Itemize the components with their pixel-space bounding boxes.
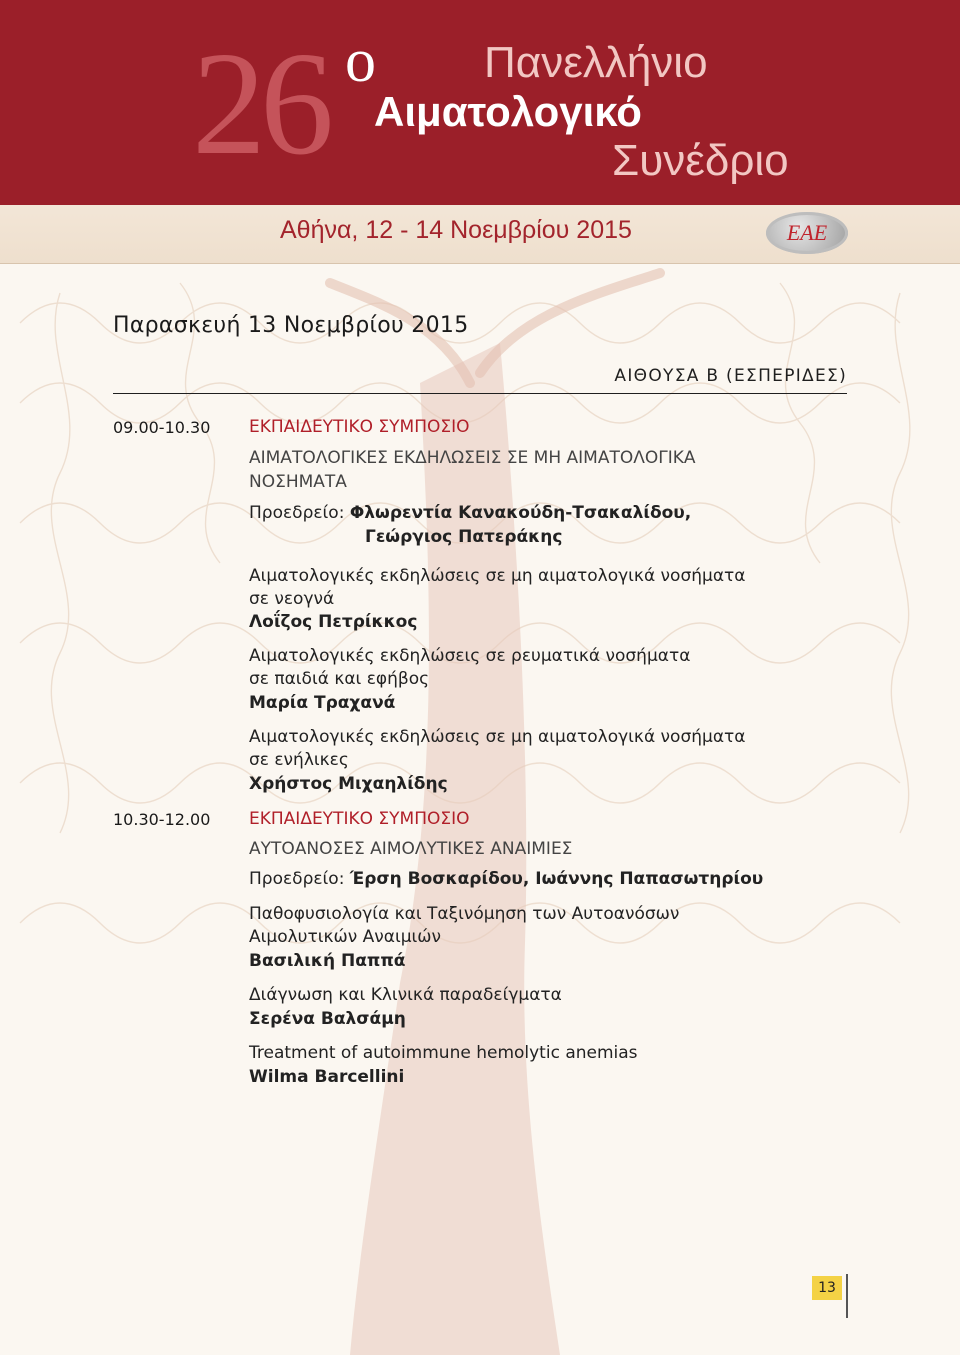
congress-title-line2: Αιματολογικό — [374, 88, 642, 135]
talk-title-line1: Διάγνωση και Κλινικά παραδείγματα — [249, 985, 562, 1005]
session-2-chairs-line1: Έρση Βοσκαρίδου, Ιωάννης Παπασωτηρίου — [349, 869, 764, 889]
society-logo-text: ΕΑΕ — [786, 220, 828, 245]
session-2-time: 10.30-12.00 — [113, 810, 211, 829]
header-banner — [0, 0, 960, 205]
talk-speaker: Χρήστος Μιχαηλίδης — [249, 774, 448, 794]
talk-title-line2: Αιμολυτικών Αναιμιών — [249, 927, 442, 947]
date-location: Αθήνα, 12 - 14 Νοεμβρίου 2015 — [280, 216, 632, 244]
talk-title-line1: Αιματολογικές εκδηλώσεις σε ρευματικά νοσήματα — [249, 646, 691, 666]
talk-title-line1: Αιματολογικές εκδηλώσεις σε μη αιματολογικά νοσήματα — [249, 727, 746, 747]
page-number-bar — [846, 1274, 848, 1318]
session-1-chairs-line2: Γεώργιος Πατεράκης — [365, 527, 563, 547]
edition-number: 26 — [192, 22, 328, 186]
society-logo — [766, 212, 848, 254]
congress-title-line3: Συνέδριο — [612, 136, 789, 185]
talk-title-line2: σε παιδιά και εφήβος — [249, 669, 430, 689]
talk-title-line2: σε νεογνά — [249, 589, 335, 609]
divider-line — [113, 393, 847, 394]
session-1-chairs-line1: Φλωρεντία Κανακούδη-Τσακαλίδου, — [349, 503, 692, 523]
talk-speaker: Βασιλική Παππά — [249, 951, 406, 971]
talk-speaker: Λοΐζος Πετρίκκος — [249, 612, 418, 632]
session-1-time: 09.00-10.30 — [113, 418, 211, 437]
session-1-chairs — [249, 502, 691, 524]
session-1-chair-label: Προεδρείο: — [249, 503, 345, 523]
talk-speaker: Wilma Barcellini — [249, 1067, 405, 1087]
session-2-title-line1: ΑΥΤΟΑΝΟΣΕΣ ΑΙΜΟΛΥΤΙΚΕΣ ΑΝΑΙΜΙΕΣ — [249, 839, 573, 859]
room-label: ΑΙΘΟΥΣΑ Β (ΕΣΠΕΡΙΔΕΣ) — [614, 366, 847, 386]
session-1-title-line1: ΑΙΜΑΤΟΛΟΓΙΚΕΣ ΕΚΔΗΛΩΣΕΙΣ ΣΕ ΜΗ ΑΙΜΑΤΟΛΟΓΙΚΑ — [249, 448, 696, 468]
page-number: 13 — [812, 1276, 842, 1300]
day-heading: Παρασκευή 13 Νοεμβρίου 2015 — [113, 313, 469, 338]
session-2-type: ΕΚΠΑΙΔΕΥΤΙΚΟ ΣΥΜΠΟΣΙΟ — [249, 809, 470, 829]
talk-title-line1: Treatment of autoimmune hemolytic anemias — [249, 1043, 638, 1063]
talk-speaker: Μαρία Τραχανά — [249, 693, 396, 713]
session-2-chair-label: Προεδρείο: — [249, 869, 345, 889]
talk-title-line1: Αιματολογικές εκδηλώσεις σε μη αιματολογικά νοσήματα — [249, 566, 746, 586]
talk-speaker: Σερένα Βαλσάμη — [249, 1009, 406, 1029]
talk-title-line1: Παθοφυσιολογία και Ταξινόμηση των Αυτοανόσων — [249, 904, 680, 924]
session-2-chairs — [249, 868, 763, 890]
congress-title-line1: Πανελλήνιο — [484, 38, 708, 87]
session-1-title-line2: ΝΟΣΗΜΑΤΑ — [249, 472, 347, 492]
session-1-type: ΕΚΠΑΙΔΕΥΤΙΚΟ ΣΥΜΠΟΣΙΟ — [249, 417, 470, 437]
talk-title-line2: σε ενήλικες — [249, 750, 349, 770]
edition-suffix: ο — [345, 27, 376, 95]
